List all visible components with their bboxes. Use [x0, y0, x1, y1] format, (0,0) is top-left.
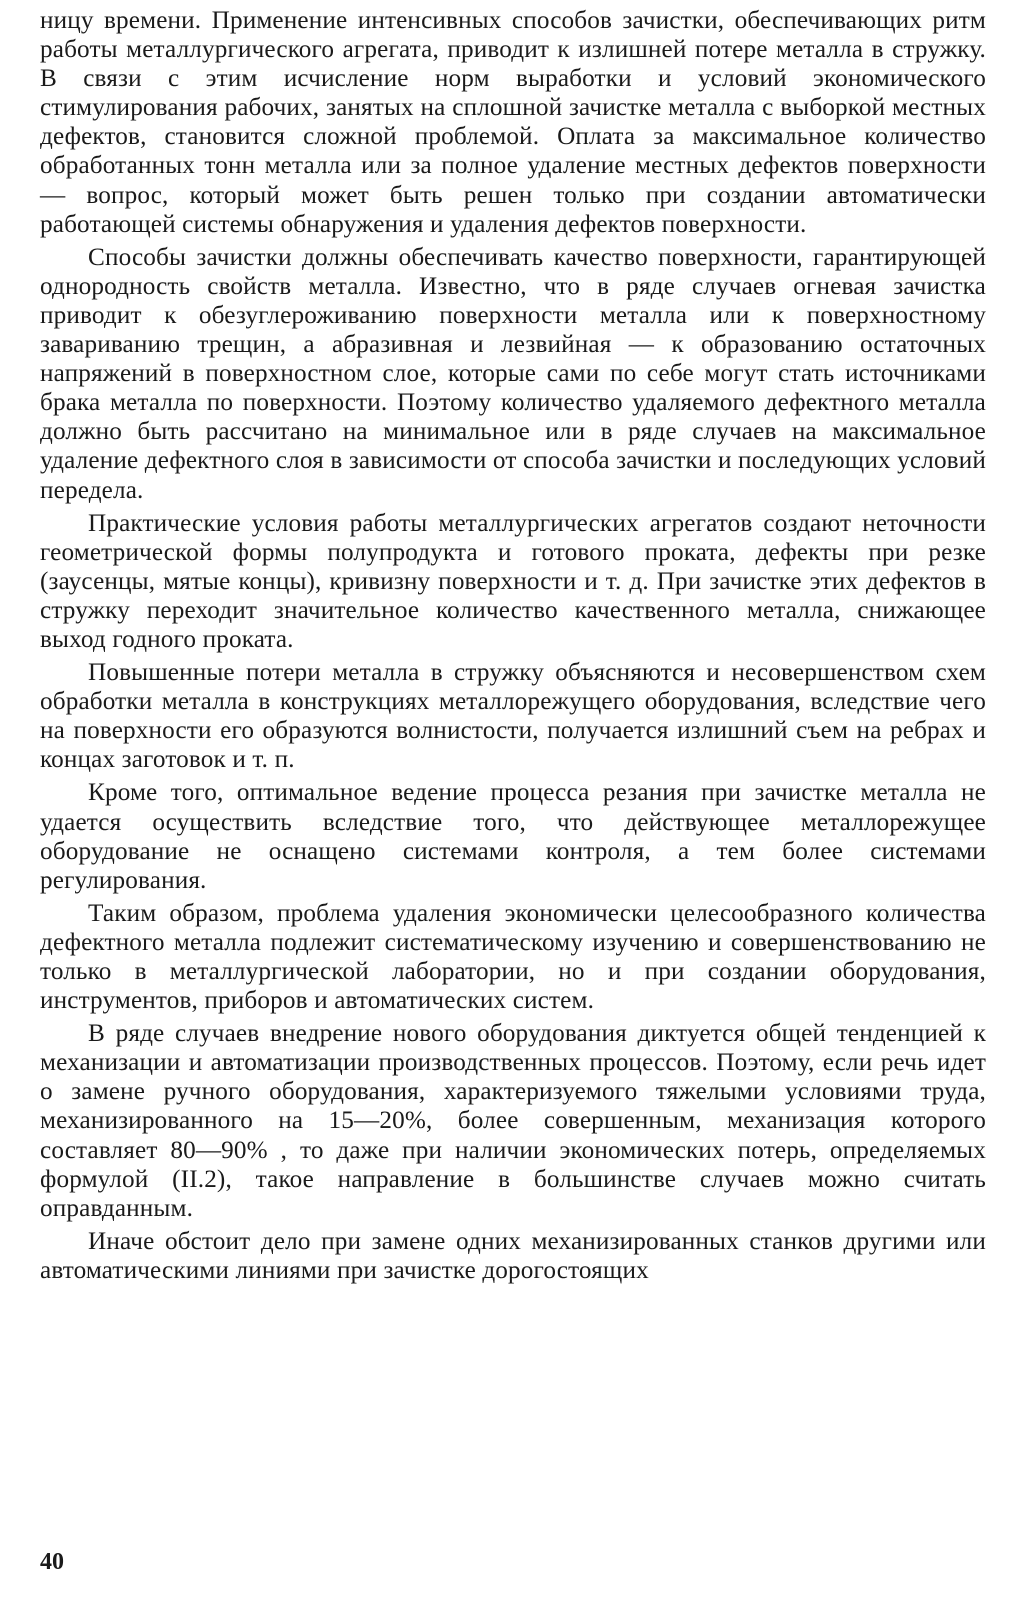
- paragraph-6: Таким образом, проблема удаления экономически целесообразного количества дефектного металла подлежит систематическому изучению и совершенствованию не только в металлургической лаборатории, но и при создании оборудования, инструментов, приборов и автоматических систем.: [40, 899, 986, 1015]
- page-number: 40: [40, 1549, 64, 1575]
- page-body: [40, 6, 986, 1285]
- paragraph-3: Практические условия работы металлургических агрегатов создают неточности геометрической формы полупродукта и готового проката, дефекты при резке (заусенцы, мятые концы), кривизну поверхности и т. д. При зачистке этих дефектов в стружку переходит значительное количество качественного металла, снижающее выход годного проката.: [40, 509, 986, 653]
- paragraph-1: ницу времени. Применение интенсивных способов зачистки, обеспечивающих ритм работы металлургического агрегата, приводит к излишней потере металла в стружку. В связи с этим исчисление норм выработки и условий экономического стимулирования рабочих, занятых на сплошной зачистке металла с выборкой местных дефектов, становится сложной проблемой. Оплата за максимальное количество обработанных тонн металла или за полное удаление местных дефектов поверхности — вопрос, который может быть решен только при создании автоматически работающей системы обнаружения и удаления дефектов поверхности.: [40, 7, 986, 238]
- paragraph-2: Способы зачистки должны обеспечивать качество поверхности, гарантирующей однородность свойств металла. Известно, что в ряде случаев огневая зачистка приводит к обезуглероживанию поверхности металла или к поверхностному завариванию трещин, а абразивная и лезвийная — к образованию остаточных напряжений в поверхностном слое, которые сами по себе могут стать источниками брака металла по поверхности. Поэтому количество удаляемого дефектного металла должно быть рассчитано на минимальное или в ряде случаев на максимальное удаление дефектного слоя в зависимости от способа зачистки и последующих условий передела.: [40, 243, 986, 504]
- paragraph-7: В ряде случаев внедрение нового оборудования диктуется общей тенденцией к механизации и автоматизации производственных процессов. Поэтому, если речь идет о замене ручного оборудования, характеризуемого тяжелыми условиями труда, механизированного на 15—20%, более совершенным, механизация которого составляет 80—90% , то даже при наличии экономических потерь, определяемых формулой (II.2), такое направление в большинстве случаев можно считать оправданным.: [40, 1020, 986, 1222]
- paragraph-8: Иначе обстоит дело при замене одних механизированных станков другими или автоматическими линиями при зачистке дорогостоящих: [40, 1227, 986, 1284]
- paragraph-4: Повышенные потери металла в стружку объясняются и несовершенством схем обработки металла в конструкциях металлорежущего оборудования, вследствие чего на поверхности его образуются волнистости, получается излишний съем на ребрах и концах заготовок и т. п.: [40, 659, 986, 774]
- paragraph-5: Кроме того, оптимальное ведение процесса резания при зачистке металла не удается осуществить вследствие того, что действующее металлорежущее оборудование не оснащено системами контроля, а тем более системами регулирования.: [40, 779, 986, 894]
